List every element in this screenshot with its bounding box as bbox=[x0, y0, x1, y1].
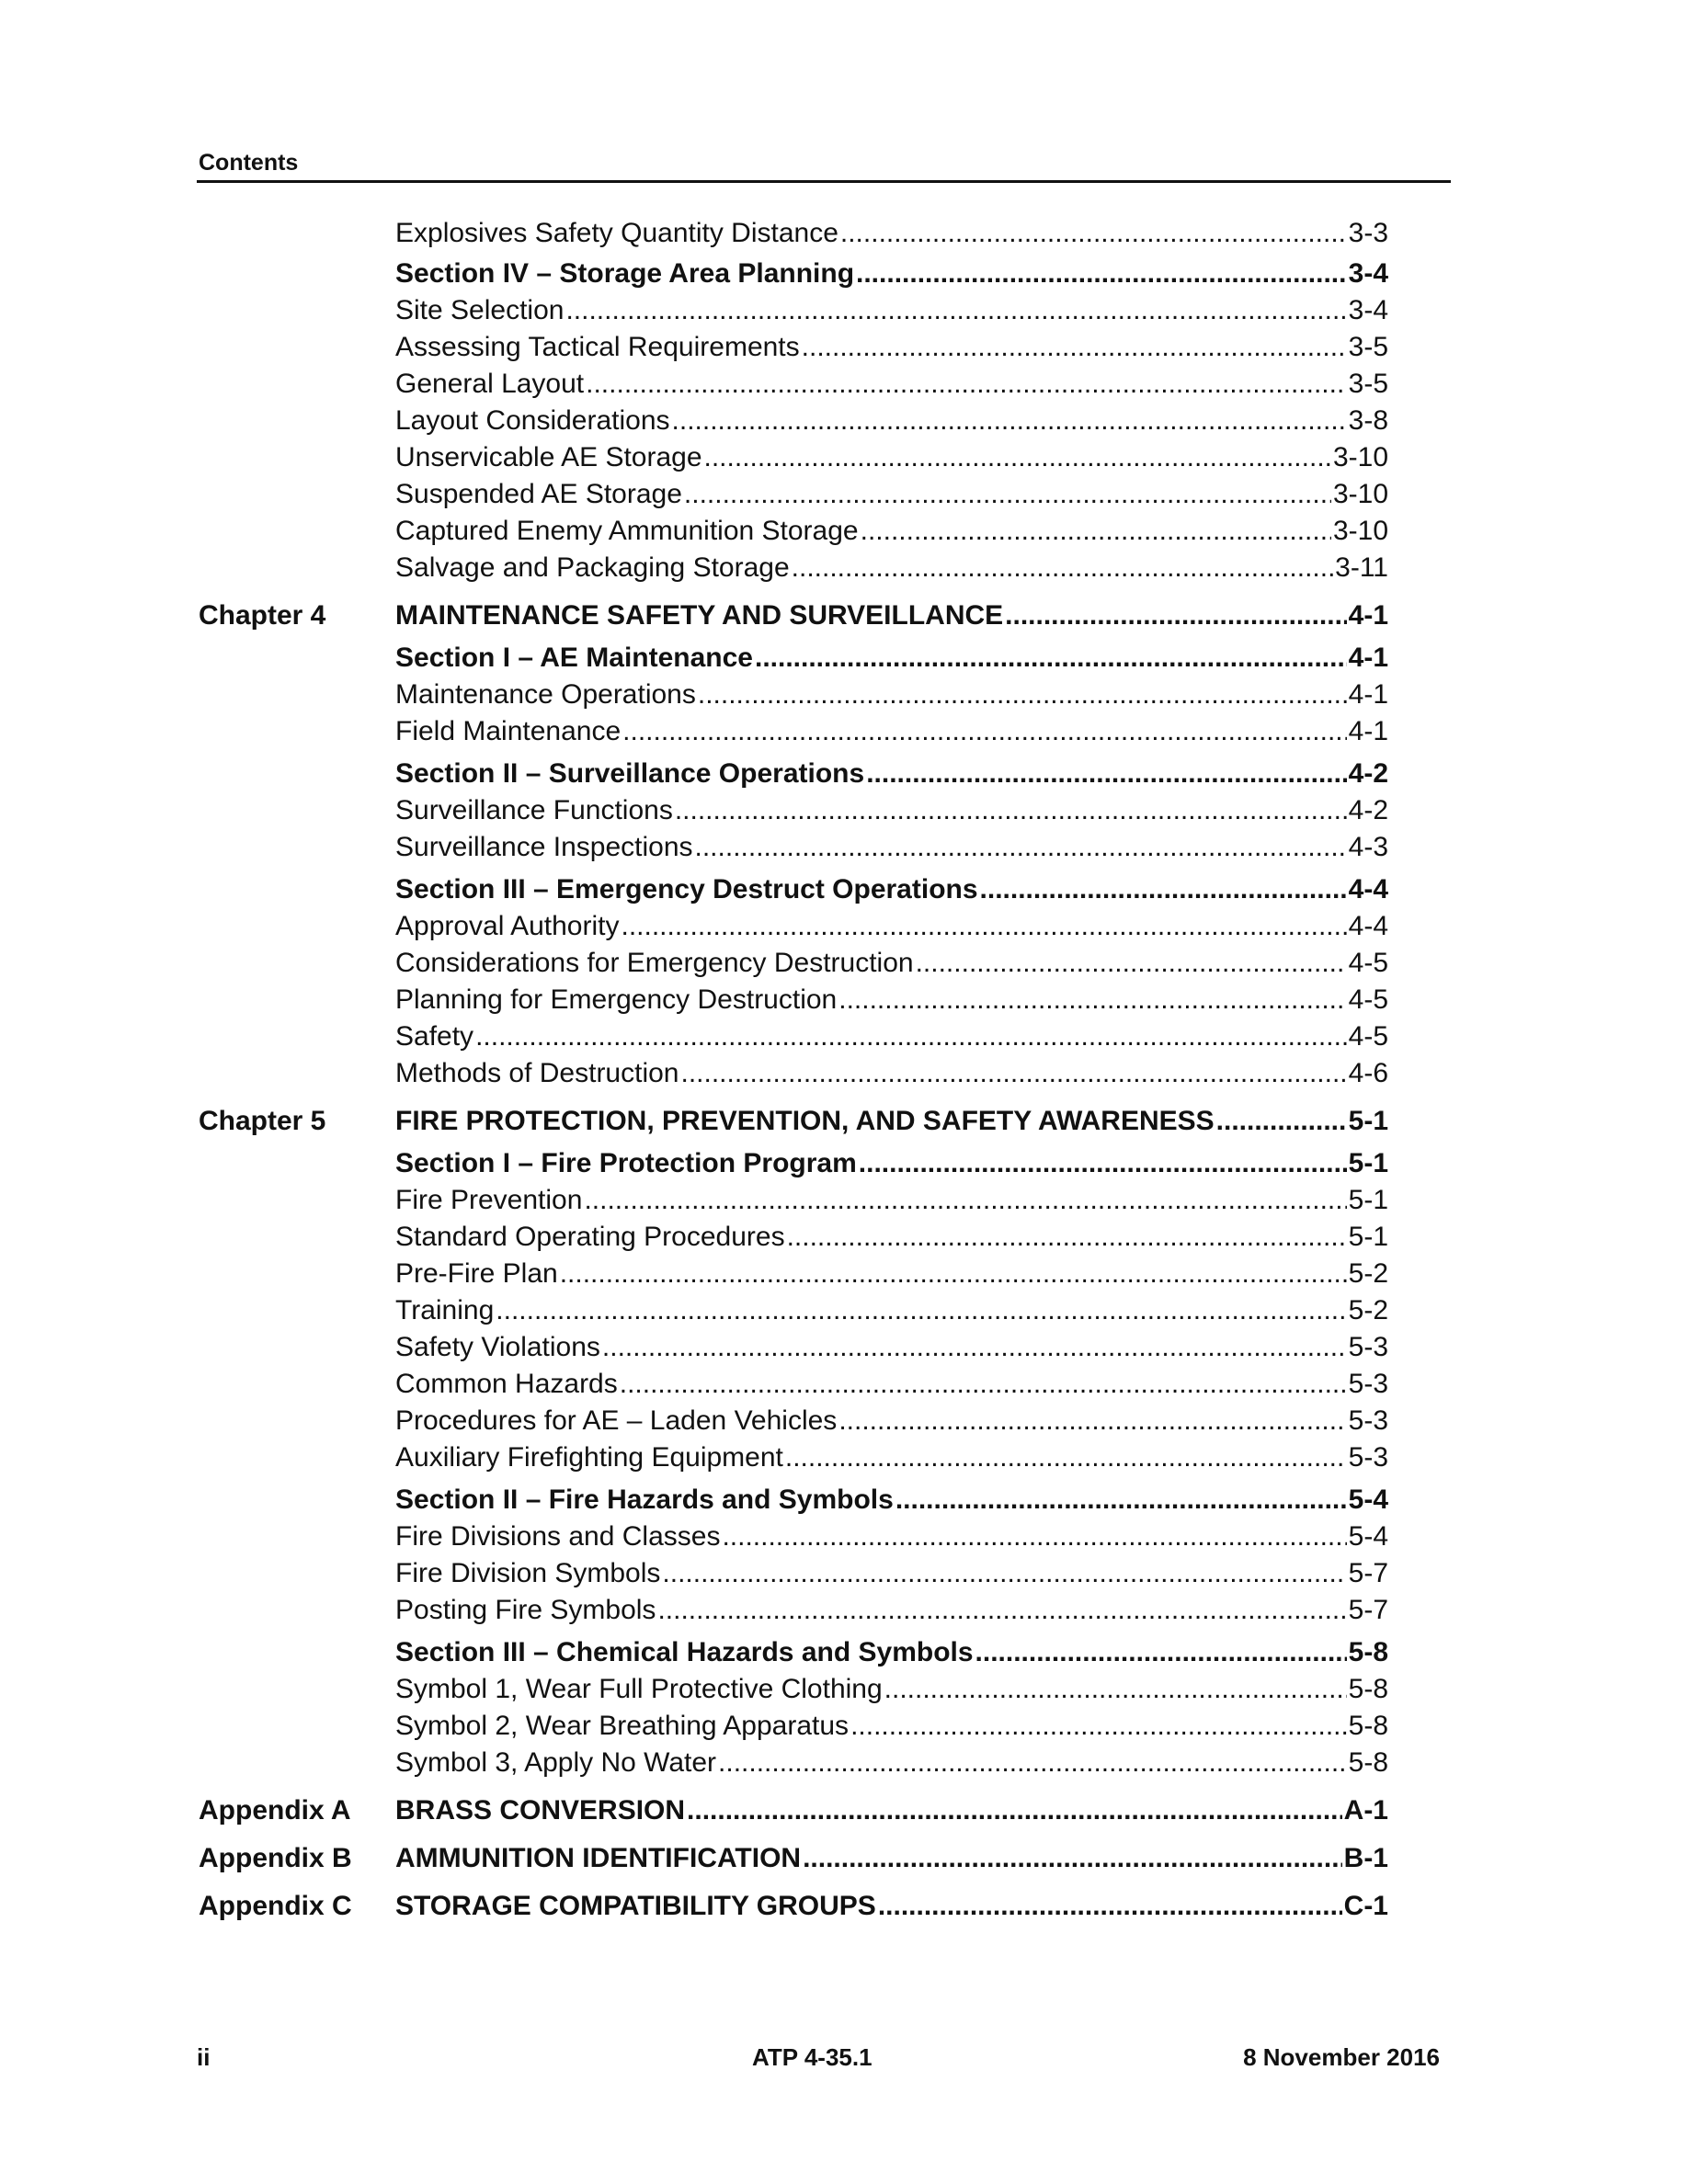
page-header bbox=[197, 147, 1451, 183]
toc-entry[interactable] bbox=[395, 1888, 1388, 1925]
toc-entry[interactable] bbox=[395, 476, 1388, 513]
toc-entry-page: 4-1 bbox=[1348, 600, 1388, 631]
toc-entry-label: Procedures for AE – Laden Vehicles bbox=[395, 1405, 838, 1436]
dot-leader bbox=[602, 1329, 1347, 1366]
toc-entry[interactable] bbox=[395, 1792, 1388, 1829]
toc-entry-label: Maintenance Operations bbox=[395, 679, 696, 710]
dot-leader bbox=[787, 1219, 1347, 1256]
toc-entry[interactable] bbox=[395, 215, 1388, 252]
dot-leader bbox=[803, 1840, 1342, 1877]
toc-entry[interactable] bbox=[395, 1439, 1388, 1476]
toc-entry[interactable] bbox=[395, 1366, 1388, 1403]
dot-leader bbox=[698, 677, 1347, 713]
toc-entry-label: Section IV – Storage Area Planning bbox=[395, 258, 855, 289]
toc-entry-page: C-1 bbox=[1343, 1891, 1388, 1921]
dot-leader bbox=[584, 1182, 1346, 1219]
toc-entry-label: Explosives Safety Quantity Distance bbox=[395, 218, 838, 248]
toc-entry-prefix: Chapter 5 bbox=[199, 1106, 326, 1136]
dot-leader bbox=[672, 403, 1347, 439]
toc-entry-page: 5-8 bbox=[1348, 1711, 1388, 1741]
dot-leader bbox=[878, 1888, 1342, 1925]
dot-leader bbox=[620, 1366, 1347, 1403]
toc-entry-label: Section III – Chemical Hazards and Symbols bbox=[395, 1637, 974, 1667]
toc-entry-page: B-1 bbox=[1343, 1843, 1388, 1873]
toc-entry[interactable] bbox=[395, 1634, 1388, 1671]
toc-entry-page: 5-7 bbox=[1348, 1595, 1388, 1625]
toc-entry-label: Symbol 2, Wear Breathing Apparatus bbox=[395, 1711, 850, 1741]
toc-entry[interactable] bbox=[395, 1708, 1388, 1745]
dot-leader bbox=[866, 756, 1346, 792]
toc-entry-label: General Layout bbox=[395, 369, 585, 399]
dot-leader bbox=[850, 1708, 1347, 1745]
toc-entry[interactable] bbox=[395, 1840, 1388, 1877]
dot-leader bbox=[565, 292, 1346, 329]
toc-entry-label: BRASS CONVERSION bbox=[395, 1795, 686, 1826]
toc-entry-label: Layout Considerations bbox=[395, 405, 670, 436]
toc-entry-page: 4-2 bbox=[1348, 795, 1388, 825]
toc-entry-label: AMMUNITION IDENTIFICATION bbox=[395, 1843, 802, 1873]
toc-entry[interactable] bbox=[395, 1555, 1388, 1592]
toc-entry-page: 3-10 bbox=[1332, 442, 1388, 472]
toc-entry[interactable] bbox=[395, 829, 1388, 866]
dot-leader bbox=[657, 1592, 1346, 1629]
dot-leader bbox=[785, 1439, 1347, 1476]
toc-entry[interactable] bbox=[395, 329, 1388, 366]
toc-entry[interactable] bbox=[395, 1018, 1388, 1055]
dot-leader bbox=[695, 829, 1347, 866]
toc-entry[interactable] bbox=[395, 403, 1388, 439]
dot-leader bbox=[755, 640, 1347, 677]
dot-leader bbox=[621, 908, 1346, 945]
footer-page-number: ii bbox=[197, 2043, 211, 2071]
toc-entry-page: 4-3 bbox=[1348, 832, 1388, 862]
toc-entry-label: Section II – Surveillance Operations bbox=[395, 758, 865, 789]
toc-entry-prefix: Appendix C bbox=[199, 1891, 352, 1921]
toc-entry-page: 3-8 bbox=[1348, 405, 1388, 436]
toc-entry[interactable] bbox=[395, 1519, 1388, 1555]
toc-entry-page: 5-4 bbox=[1348, 1521, 1388, 1552]
toc-entry-page: 5-2 bbox=[1348, 1258, 1388, 1289]
toc-entry[interactable] bbox=[395, 1592, 1388, 1629]
toc-entry-page: 5-1 bbox=[1348, 1185, 1388, 1215]
dot-leader bbox=[838, 1403, 1346, 1439]
toc-entry-page: 4-4 bbox=[1348, 911, 1388, 941]
toc-entry-label: Approval Authority bbox=[395, 911, 620, 941]
toc-entry-page: 4-1 bbox=[1348, 716, 1388, 746]
toc-entry[interactable] bbox=[395, 1403, 1388, 1439]
dot-leader bbox=[1005, 597, 1346, 634]
toc-entry-label: Assessing Tactical Requirements bbox=[395, 332, 800, 362]
toc-entry-page: 3-11 bbox=[1335, 552, 1388, 583]
dot-leader bbox=[704, 439, 1331, 476]
toc-entry[interactable] bbox=[395, 292, 1388, 329]
toc-entry[interactable] bbox=[395, 908, 1388, 945]
dot-leader bbox=[980, 871, 1347, 908]
toc-entry-label: Fire Divisions and Classes bbox=[395, 1521, 721, 1552]
toc-entry-page: 4-6 bbox=[1348, 1058, 1388, 1088]
header-title: Contents bbox=[199, 150, 299, 176]
toc-entry-page: 4-2 bbox=[1348, 758, 1388, 789]
toc-entry-page: 4-5 bbox=[1348, 984, 1388, 1015]
dot-leader bbox=[859, 1145, 1347, 1182]
toc-entry-label: Considerations for Emergency Destruction bbox=[395, 948, 914, 978]
toc-entry[interactable] bbox=[395, 945, 1388, 982]
dot-leader bbox=[861, 513, 1331, 550]
toc-entry-label: Planning for Emergency Destruction bbox=[395, 984, 838, 1015]
toc-entry-prefix: Appendix B bbox=[199, 1843, 352, 1873]
dot-leader bbox=[856, 256, 1347, 292]
toc-entry[interactable] bbox=[395, 366, 1388, 403]
dot-leader bbox=[802, 329, 1347, 366]
toc-entry-page: 3-5 bbox=[1348, 332, 1388, 362]
dot-leader bbox=[622, 713, 1346, 750]
toc-entry-page: 5-1 bbox=[1348, 1106, 1388, 1136]
toc-entry-label: Pre-Fire Plan bbox=[395, 1258, 558, 1289]
toc-entry-page: 5-8 bbox=[1348, 1747, 1388, 1778]
toc-entry-prefix: Appendix A bbox=[199, 1795, 351, 1826]
toc-entry[interactable] bbox=[395, 1055, 1388, 1092]
toc-entry-page: 5-8 bbox=[1348, 1674, 1388, 1704]
toc-entry-prefix: Chapter 4 bbox=[199, 600, 326, 631]
dot-leader bbox=[838, 982, 1346, 1018]
toc-entry[interactable] bbox=[395, 1745, 1388, 1781]
toc-entry[interactable] bbox=[395, 1256, 1388, 1292]
toc-entry-page: 4-1 bbox=[1348, 679, 1388, 710]
toc-entry-label: STORAGE COMPATIBILITY GROUPS bbox=[395, 1891, 876, 1921]
toc-entry-page: A-1 bbox=[1343, 1795, 1388, 1826]
toc-entry-label: Surveillance Inspections bbox=[395, 832, 693, 862]
toc-entry-page: 3-4 bbox=[1348, 258, 1388, 289]
toc-entry-page: 5-3 bbox=[1348, 1405, 1388, 1436]
dot-leader bbox=[895, 1482, 1347, 1519]
toc-entry[interactable] bbox=[395, 792, 1388, 829]
toc-entry-label: Safety Violations bbox=[395, 1332, 600, 1362]
toc-entry[interactable] bbox=[395, 256, 1388, 292]
toc-entry-page: 5-3 bbox=[1348, 1332, 1388, 1362]
dot-leader bbox=[680, 1055, 1346, 1092]
toc-entry-label: Methods of Destruction bbox=[395, 1058, 679, 1088]
dot-leader bbox=[475, 1018, 1347, 1055]
toc-entry-label: Safety bbox=[395, 1021, 474, 1052]
dot-leader bbox=[662, 1555, 1346, 1592]
toc-entry-page: 5-1 bbox=[1348, 1222, 1388, 1252]
toc-entry[interactable] bbox=[395, 513, 1388, 550]
toc-entry[interactable] bbox=[395, 550, 1388, 586]
toc-entry-page: 5-4 bbox=[1348, 1484, 1388, 1515]
dot-leader bbox=[916, 945, 1347, 982]
toc-entry[interactable] bbox=[395, 1482, 1388, 1519]
toc-entry[interactable] bbox=[395, 1103, 1388, 1140]
toc-entry-page: 3-3 bbox=[1348, 218, 1388, 248]
toc-entry-page: 5-8 bbox=[1348, 1637, 1388, 1667]
toc-entry[interactable] bbox=[395, 1182, 1388, 1219]
toc-entry-label: Standard Operating Procedures bbox=[395, 1222, 785, 1252]
toc-entry-label: Common Hazards bbox=[395, 1369, 618, 1399]
toc-entry-label: FIRE PROTECTION, PREVENTION, AND SAFETY AWARENESS bbox=[395, 1106, 1215, 1136]
dot-leader bbox=[840, 215, 1347, 252]
toc-entry[interactable] bbox=[395, 677, 1388, 713]
footer-document-id: ATP 4-35.1 bbox=[752, 2043, 873, 2071]
toc-entry-page: 3-10 bbox=[1332, 516, 1388, 546]
dot-leader bbox=[975, 1634, 1347, 1671]
dot-leader bbox=[718, 1745, 1347, 1781]
toc-entry[interactable] bbox=[395, 439, 1388, 476]
dot-leader bbox=[722, 1519, 1346, 1555]
toc-entry-label: Symbol 3, Apply No Water bbox=[395, 1747, 717, 1778]
toc-entry-page: 4-1 bbox=[1348, 643, 1388, 673]
toc-entry-page: 3-10 bbox=[1332, 479, 1388, 509]
toc-entry-page: 5-1 bbox=[1348, 1148, 1388, 1178]
toc-entry[interactable] bbox=[395, 597, 1388, 634]
toc-entry-page: 4-4 bbox=[1348, 874, 1388, 904]
toc-entry-label: Section II – Fire Hazards and Symbols bbox=[395, 1484, 894, 1515]
toc-entry-page: 3-5 bbox=[1348, 369, 1388, 399]
dot-leader bbox=[675, 792, 1347, 829]
toc-entry-page: 4-5 bbox=[1348, 1021, 1388, 1052]
dot-leader bbox=[1216, 1103, 1347, 1140]
toc-entry-label: Field Maintenance bbox=[395, 716, 622, 746]
toc-entry[interactable] bbox=[395, 1671, 1388, 1708]
dot-leader bbox=[586, 366, 1347, 403]
toc-entry[interactable] bbox=[395, 640, 1388, 677]
dot-leader bbox=[884, 1671, 1347, 1708]
toc-entry-label: Posting Fire Symbols bbox=[395, 1595, 656, 1625]
toc-entry-label: Symbol 1, Wear Full Protective Clothing bbox=[395, 1674, 883, 1704]
toc-entry[interactable] bbox=[395, 1145, 1388, 1182]
toc-entry-page: 5-3 bbox=[1348, 1442, 1388, 1473]
toc-entry-label: Captured Enemy Ammunition Storage bbox=[395, 516, 859, 546]
toc-entry-label: Salvage and Packaging Storage bbox=[395, 552, 790, 583]
dot-leader bbox=[792, 550, 1334, 586]
toc-entry-label: Suspended AE Storage bbox=[395, 479, 682, 509]
toc-entry[interactable] bbox=[395, 1329, 1388, 1366]
dot-leader bbox=[687, 1792, 1342, 1829]
toc-entry-label: Auxiliary Firefighting Equipment bbox=[395, 1442, 783, 1473]
toc-entry-page: 5-3 bbox=[1348, 1369, 1388, 1399]
toc-entry-label: Training bbox=[395, 1295, 495, 1325]
dot-leader bbox=[560, 1256, 1347, 1292]
toc-entry[interactable] bbox=[395, 1219, 1388, 1256]
toc-entry[interactable] bbox=[395, 1292, 1388, 1329]
toc-entry-page: 3-4 bbox=[1348, 295, 1388, 325]
toc-entry-label: Section I – AE Maintenance bbox=[395, 643, 753, 673]
toc-entry-page: 5-7 bbox=[1348, 1558, 1388, 1588]
toc-entry-label: Section I – Fire Protection Program bbox=[395, 1148, 857, 1178]
toc-entry[interactable] bbox=[395, 756, 1388, 792]
dot-leader bbox=[684, 476, 1331, 513]
toc-entry-label: Site Selection bbox=[395, 295, 565, 325]
toc-entry-label: Surveillance Functions bbox=[395, 795, 673, 825]
toc-entry-label: Fire Prevention bbox=[395, 1185, 583, 1215]
toc-entry-label: Fire Division Symbols bbox=[395, 1558, 661, 1588]
toc-entry[interactable] bbox=[395, 982, 1388, 1018]
toc-entry-label: Unservicable AE Storage bbox=[395, 442, 702, 472]
toc-entry-page: 5-2 bbox=[1348, 1295, 1388, 1325]
footer-date: 8 November 2016 bbox=[1243, 2043, 1440, 2071]
toc-entry-label: Section III – Emergency Destruct Operations bbox=[395, 874, 978, 904]
toc-entry-label: MAINTENANCE SAFETY AND SURVEILLANCE bbox=[395, 600, 1004, 631]
toc-entry[interactable] bbox=[395, 713, 1388, 750]
dot-leader bbox=[496, 1292, 1346, 1329]
toc-entry[interactable] bbox=[395, 871, 1388, 908]
toc-entry-page: 4-5 bbox=[1348, 948, 1388, 978]
